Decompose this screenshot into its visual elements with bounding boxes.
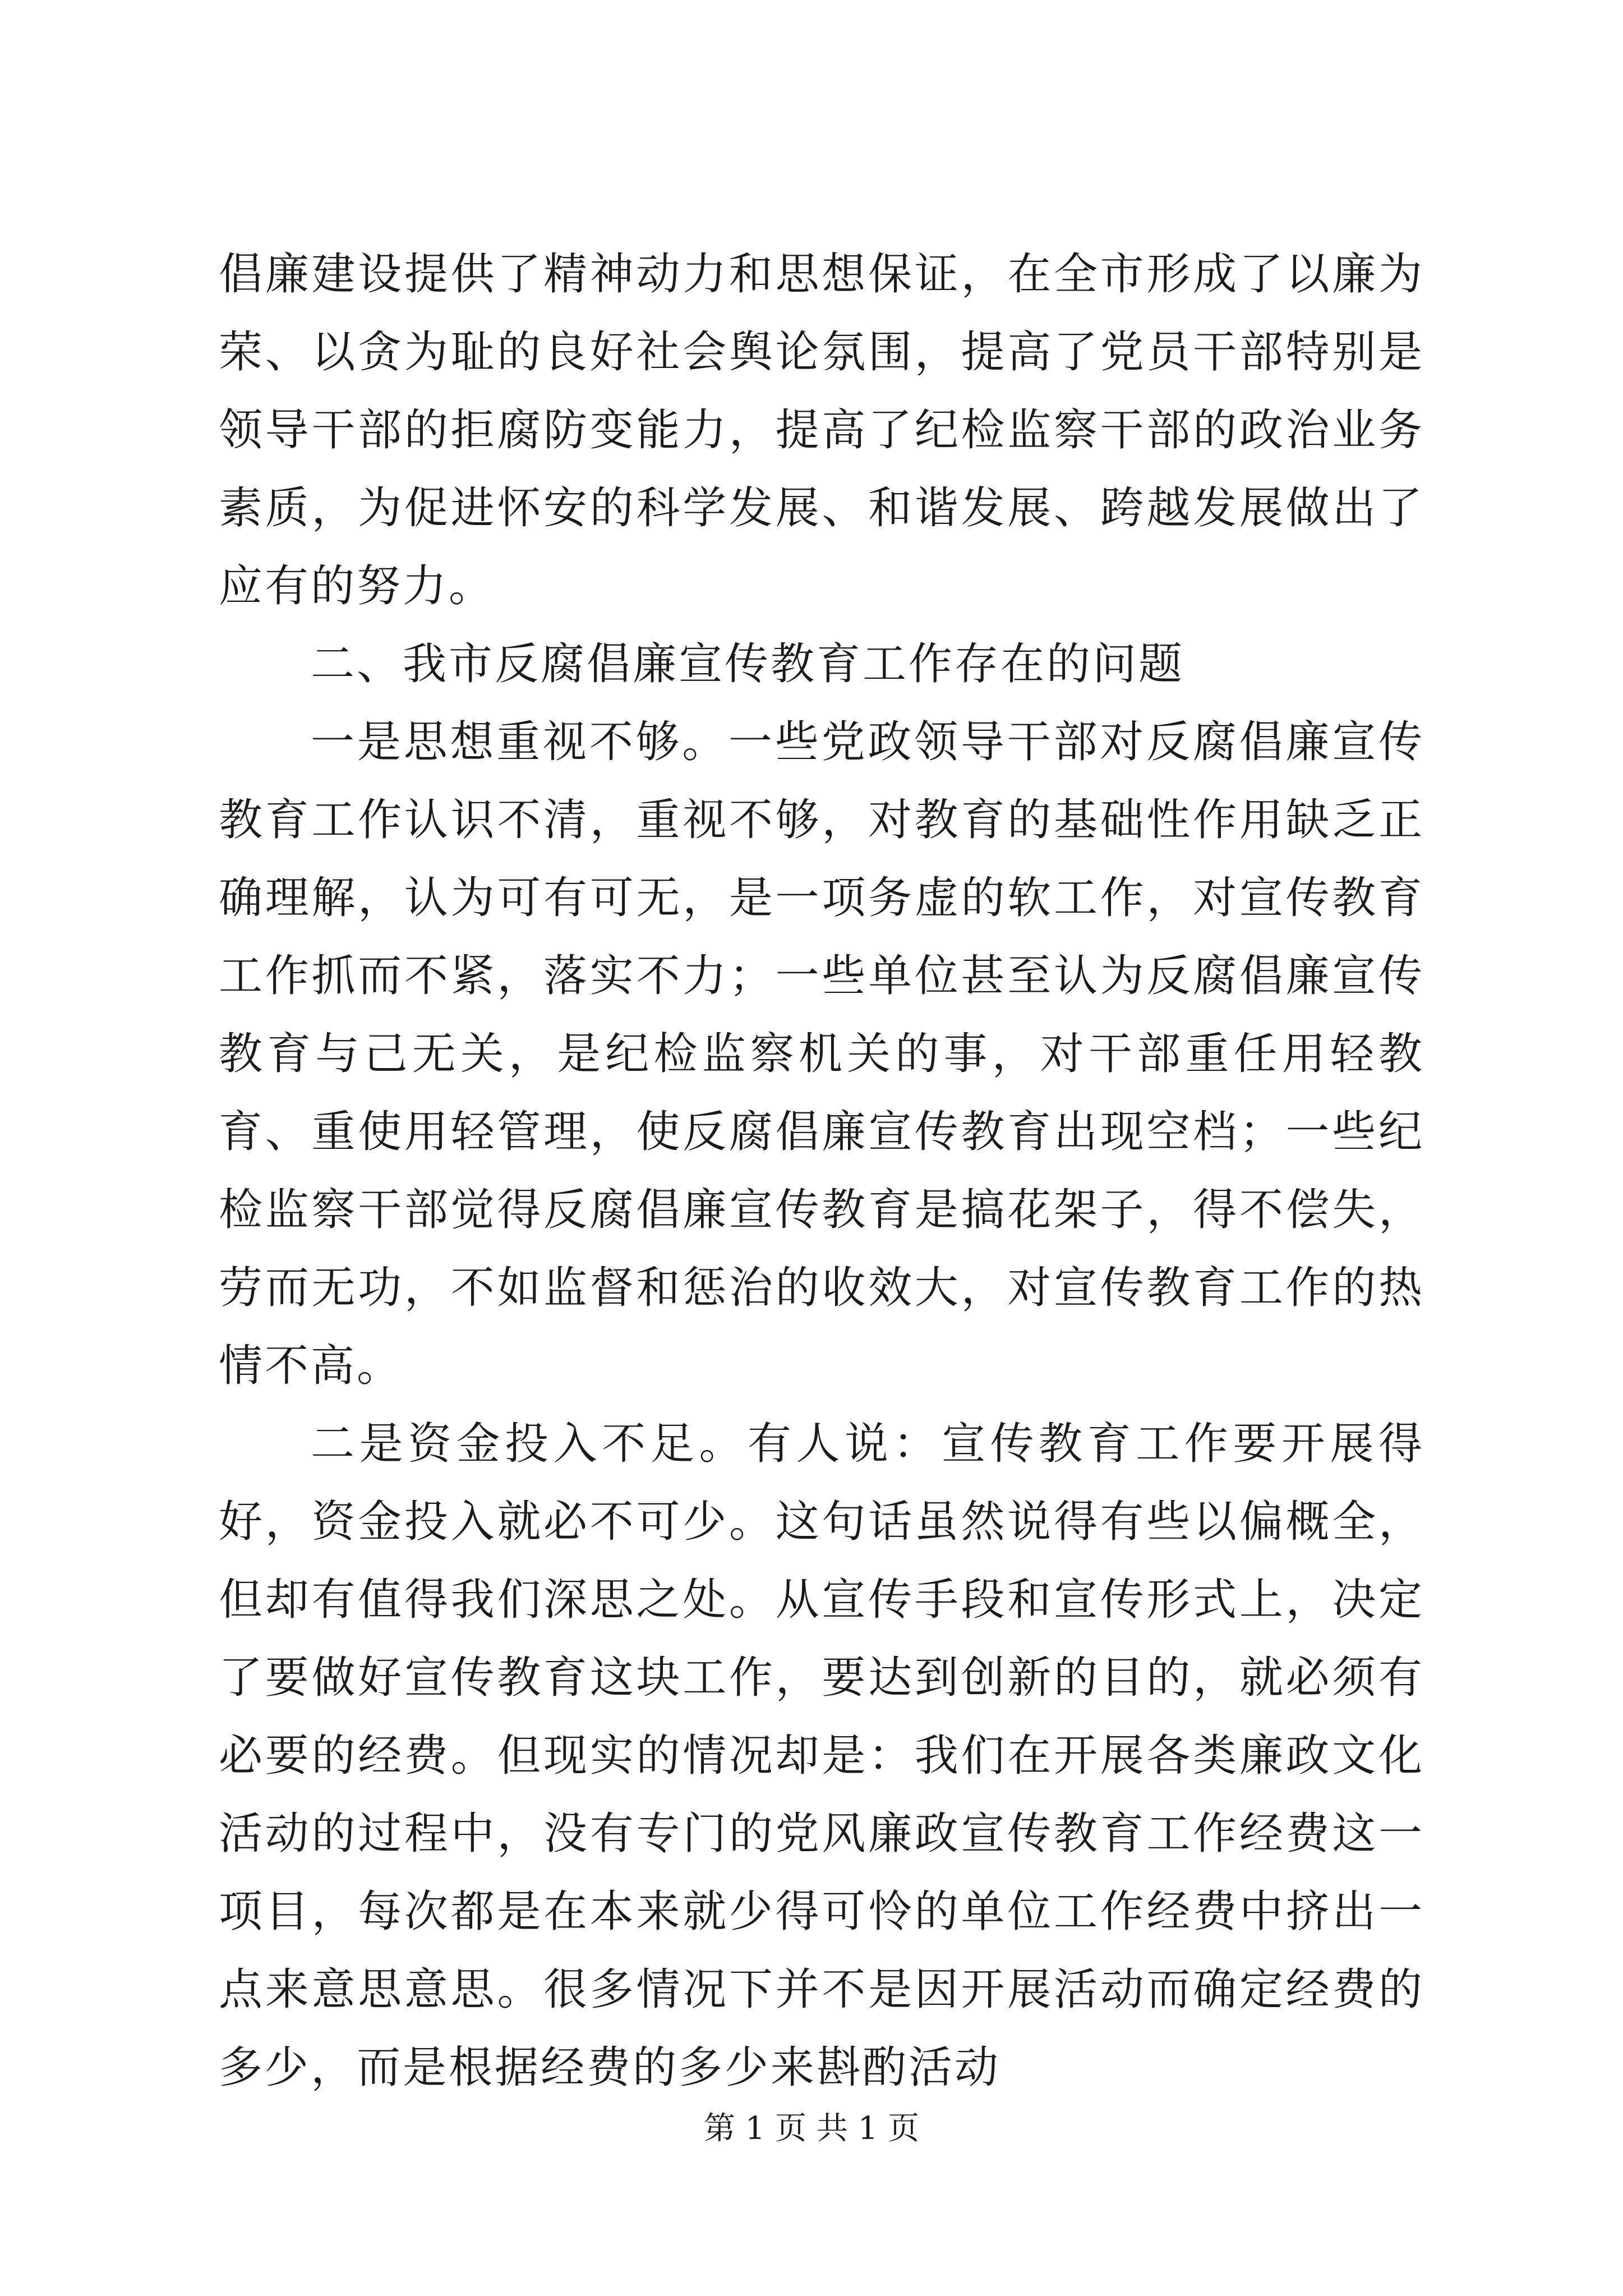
page-footer: 第 1 页 共 1 页	[703, 2110, 920, 2147]
document-body	[219, 236, 1424, 2107]
paragraph-continuation: 倡廉建设提供了精神动力和思想保证，在全市形成了以廉为荣、以贪为耻的良好社会舆论氛围，提高了党员干部特别是领导干部的拒腐防变能力，提高了纪检监察干部的政治业务素质，为促进怀安的科学发展、和谐发展、跨越发展做出了应有的努力。	[219, 249, 1424, 611]
paragraph-insufficient-attention: 一是思想重视不够。一些党政领导干部对反腐倡廉宣传教育工作认识不清，重视不够，对教育的基础性作用缺乏正确理解，认为可有可无，是一项务虚的软工作，对宣传教育工作抓而不紧，落实不力；一些单位甚至认为反腐倡廉宣传教育与己无关，是纪检监察机关的事，对干部重任用轻教育、重使用轻管理，使反腐倡廉宣传教育出现空档；一些纪检监察干部觉得反腐倡廉宣传教育是搞花架子，得不偿失，劳而无功，不如监督和惩治的收效大，对宣传教育工作的热情不高。	[219, 717, 1424, 1391]
section-heading: 二、我市反腐倡廉宣传教育工作存在的问题	[311, 639, 1185, 689]
paragraph-insufficient-funding: 二是资金投入不足。有人说：宣传教育工作要开展得好，资金投入就必不可少。这句话虽然说得有些以偏概全，但却有值得我们深思之处。从宣传手段和宣传形式上，决定了要做好宣传教育这块工作，要达到创新的目的，就必须有必要的经费。但现实的情况却是：我们在开展各类廉政文化活动的过程中，没有专门的党风廉政宣传教育工作经费这一项目，每次都是在本来就少得可怜的单位工作经费中挤出一点来意思意思。很多情况下并不是因开展活动而确定经费的多少，而是根据经费的多少来斟酌活动	[219, 1419, 1424, 2093]
